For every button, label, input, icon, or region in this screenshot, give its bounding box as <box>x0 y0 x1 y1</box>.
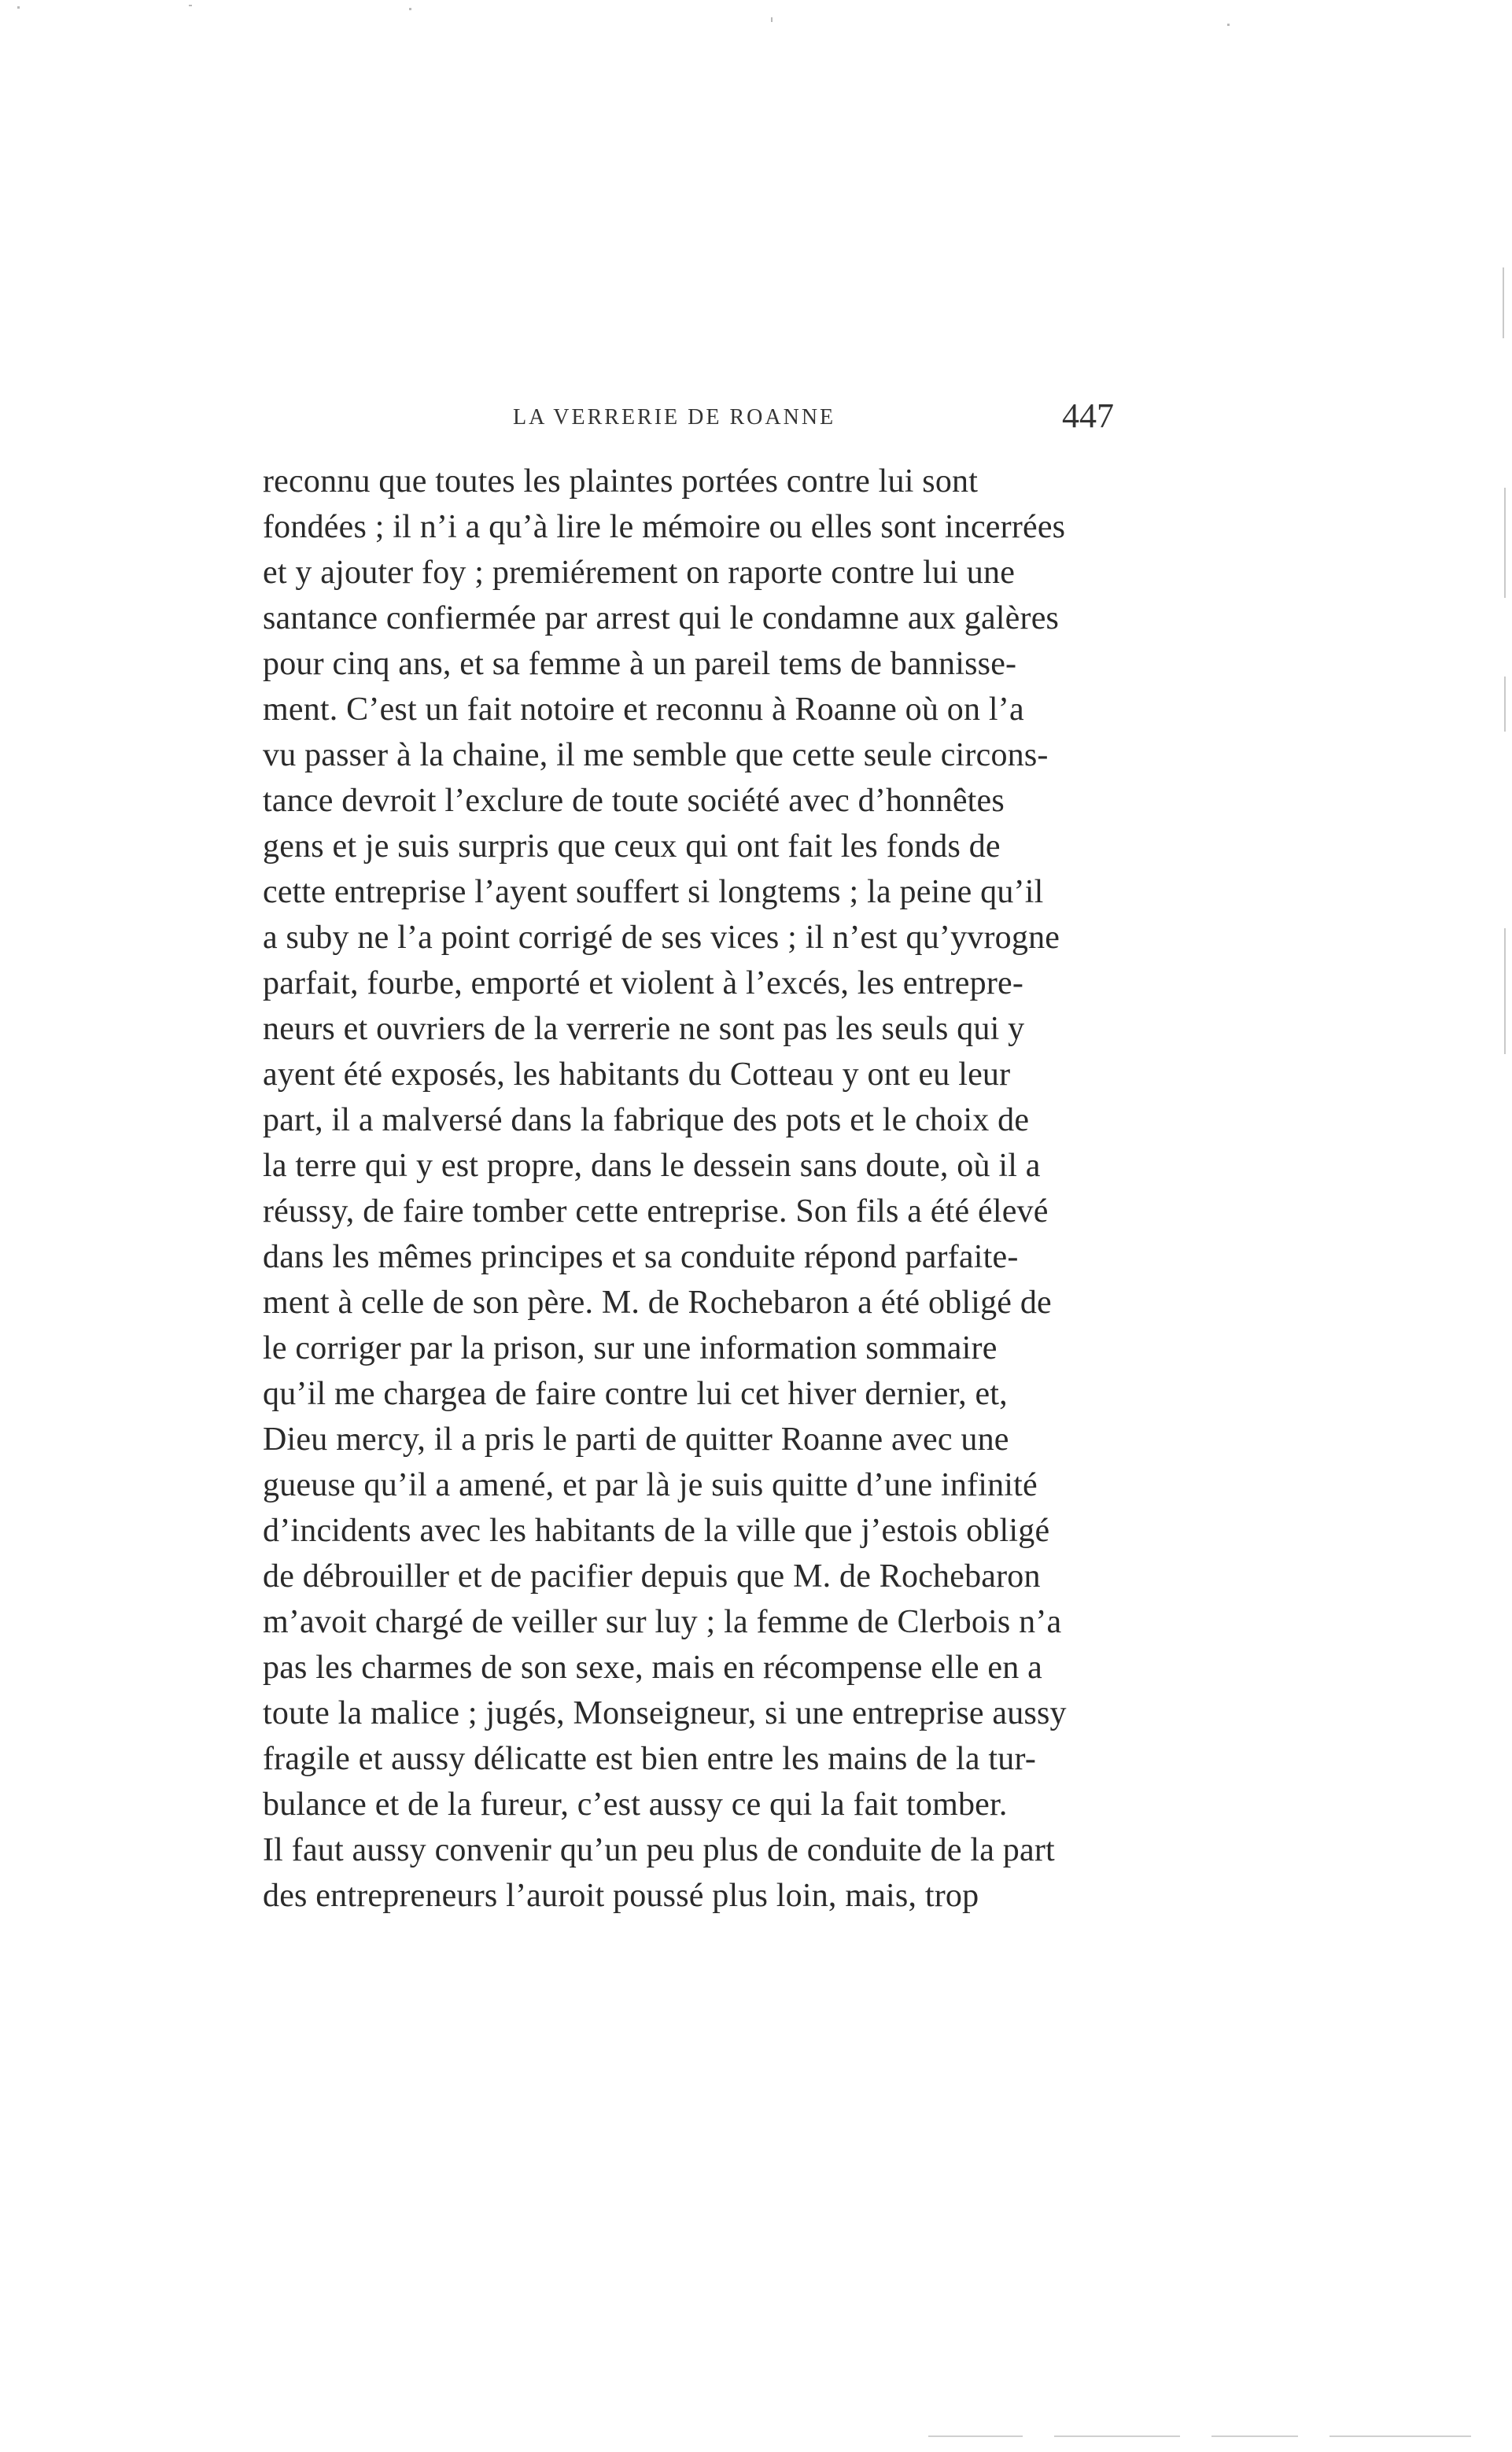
scan-foot-mark <box>1054 2435 1180 2437</box>
text-line: reconnu que toutes les plaintes portées contre lui sont <box>263 463 979 500</box>
text-line: part, il a malversé dans la fabrique des pots et le choix de <box>263 1102 1030 1138</box>
scan-edge-mark <box>1504 677 1506 732</box>
scan-foot-mark <box>928 2435 1023 2437</box>
text-line: fondées ; il n’i a qu’à lire le mémoire ou elles sont incerrées <box>263 509 1066 545</box>
text-line: ment à celle de son père. M. de Rochebaron a été obligé de <box>263 1285 1052 1321</box>
scan-speck <box>189 5 192 6</box>
text-line: qu’il me chargea de faire contre lui cet hiver dernier, et, <box>263 1376 1008 1412</box>
scan-edge-mark <box>1504 928 1506 1054</box>
scan-speck <box>409 8 411 10</box>
text-line: gens et je suis surpris que ceux qui ont fait les fonds de <box>263 828 1001 865</box>
text-line: Dieu mercy, il a pris le parti de quitter Roanne avec une <box>263 1421 1009 1458</box>
scan-edge-mark <box>1504 488 1506 598</box>
text-line: dans les mêmes principes et sa conduite répond parfaite- <box>263 1239 1019 1275</box>
text-line: la terre qui y est propre, dans le dessein sans doute, où il a <box>263 1148 1041 1184</box>
running-title: LA VERRERIE DE ROANNE <box>513 405 836 430</box>
text-line: pas les charmes de son sexe, mais en récompense elle en a <box>263 1650 1043 1686</box>
text-line: m’avoit chargé de veiller sur luy ; la femme de Clerbois n’a <box>263 1604 1062 1640</box>
text-line: pour cinq ans, et sa femme à un pareil tems de bannisse- <box>263 646 1017 682</box>
scan-foot-mark <box>1211 2435 1298 2437</box>
scan-speck <box>17 6 20 9</box>
scan-speck <box>771 17 773 22</box>
scan-foot-mark <box>1329 2435 1471 2437</box>
text-line: le corriger par la prison, sur une information sommaire <box>263 1330 998 1366</box>
text-line: fragile et aussy délicatte est bien entre les mains de la tur- <box>263 1741 1037 1777</box>
running-head <box>263 396 1114 443</box>
text-line: vu passer à la chaine, il me semble que cette seule circons- <box>263 737 1049 773</box>
text-line: bulance et de la fureur, c’est aussy ce qui la fait tomber. <box>263 1786 1008 1823</box>
scan-edge-mark <box>1503 267 1504 338</box>
text-line: ayent été exposés, les habitants du Cotteau y ont eu leur <box>263 1056 1011 1093</box>
text-line: toute la malice ; jugés, Monseigneur, si une entreprise aussy <box>263 1695 1067 1731</box>
text-line: réussy, de faire tomber cette entreprise. Son fils a été élevé <box>263 1193 1049 1230</box>
text-line: et y ajouter foy ; premiérement on raporte contre lui une <box>263 555 1016 591</box>
text-line: cette entreprise l’ayent souffert si longtems ; la peine qu’il <box>263 874 1044 910</box>
text-line: tance devroit l’exclure de toute société avec d’honnêtes <box>263 783 1005 819</box>
text-line: parfait, fourbe, emporté et violent à l’excés, les entrepre- <box>263 965 1024 1001</box>
text-line: neurs et ouvriers de la verrerie ne sont pas les seuls qui y <box>263 1011 1025 1047</box>
text-line: gueuse qu’il a amené, et par là je suis quitte d’une infinité <box>263 1467 1038 1503</box>
text-line: Il faut aussy convenir qu’un peu plus de conduite de la part <box>263 1832 1055 1868</box>
text-line: ment. C’est un fait notoire et reconnu à Roanne où on l’a <box>263 691 1024 728</box>
body-text <box>263 459 1114 1919</box>
text-line: d’incidents avec les habitants de la ville que j’estois obligé <box>263 1513 1050 1549</box>
page-number: 447 <box>1062 396 1114 435</box>
text-line: a suby ne l’a point corrigé de ses vices ; il n’est qu’yvrogne <box>263 920 1060 956</box>
text-line: des entrepreneurs l’auroit poussé plus loin, mais, trop <box>263 1878 979 1914</box>
text-line: de débrouiller et de pacifier depuis que M. de Rochebaron <box>263 1558 1041 1595</box>
scan-speck <box>1227 24 1230 26</box>
text-line: santance confiermée par arrest qui le condamne aux galères <box>263 600 1060 636</box>
